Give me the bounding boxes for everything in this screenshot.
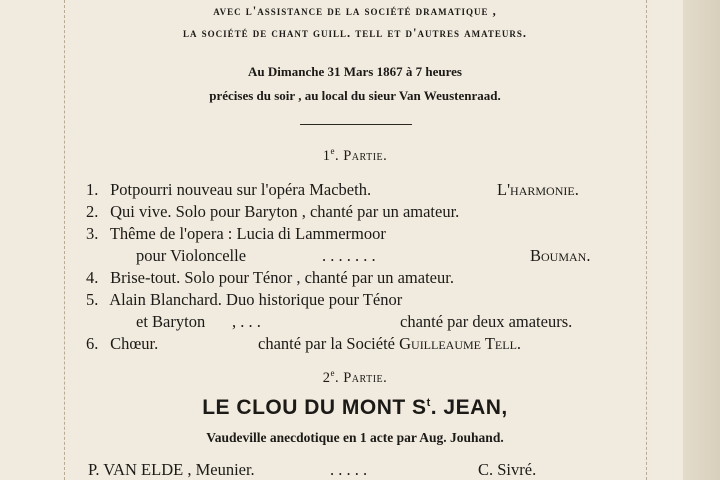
assistance-line: avec l'assistance de la société dramatique ,: [213, 4, 497, 18]
item-3-continuation: pour Violoncelle: [136, 246, 247, 265]
cast-dots: . . . . .: [330, 460, 368, 479]
programme-item-4: [86, 268, 454, 288]
item-number: 4.: [86, 268, 99, 287]
cast-role: P. VAN ELDE , Meunier.: [88, 460, 255, 479]
programme-item-2: [86, 202, 459, 222]
programme-item-6: [86, 334, 158, 354]
cast-actor: C. Sivré.: [478, 460, 537, 479]
part1-label: . Partie.: [334, 147, 388, 164]
item-3-dots: . . . . . . .: [322, 246, 376, 265]
part2-heading: [64, 368, 646, 387]
item-number: 5.: [86, 290, 99, 309]
item-text: Potpourri nouveau sur l'opéra Macbeth.: [110, 180, 372, 199]
item-3-performer: Bouman.: [530, 246, 591, 265]
part2-number: 2: [322, 369, 331, 386]
item-number: 2.: [86, 202, 99, 221]
item-text: Alain Blanchard. Duo historique pour Ténor: [109, 290, 403, 309]
page-edge: [683, 0, 720, 480]
vaudeville-title: [64, 396, 646, 420]
item-5-continuation: et Baryton: [136, 312, 206, 331]
item-6-performer-name: Guilleaume Tell.: [399, 334, 522, 353]
part2-label: . Partie.: [334, 369, 388, 386]
society-line: la société de chant guill. tell et d'autres amateurs.: [182, 26, 528, 40]
item-number: 1.: [86, 180, 99, 199]
item-text: Chœur.: [110, 334, 159, 353]
item-6-performer: [258, 334, 521, 354]
separator-rule: [300, 124, 412, 125]
part2-sup: e: [330, 368, 335, 378]
item-text: Brise-tout. Solo pour Ténor , chanté par un amateur.: [110, 268, 454, 287]
item-5-performer: chanté par deux amateurs.: [400, 312, 573, 331]
item-number: 6.: [86, 334, 99, 353]
item-text: Thême de l'opera : Lucia di Lammermoor: [109, 224, 386, 243]
part1-heading: [64, 146, 646, 165]
right-dashed-border: [646, 0, 647, 480]
programme-item-1: [86, 180, 371, 200]
vaudeville-subtitle: Vaudeville anecdotique en 1 acte par Aug. Jouhand.: [206, 430, 504, 445]
item-text: Qui vive. Solo pour Baryton , chanté par un amateur.: [110, 202, 460, 221]
programme-item-5: [86, 290, 402, 310]
vaudeville-title-sup: t: [426, 397, 431, 409]
item-6-performer-prefix: chanté par la Société: [258, 334, 395, 353]
part1-sup: e: [330, 146, 335, 156]
part1-number: 1: [322, 147, 331, 164]
venue-line: précises du soir , au local du sieur Van Weustenraad.: [209, 88, 501, 103]
item-number: 3.: [86, 224, 99, 243]
item-5-dots: , . . .: [232, 312, 261, 331]
programme-item-3: [86, 224, 386, 244]
date-line: Au Dimanche 31 Mars 1867 à 7 heures: [248, 64, 462, 79]
item-1-performer: L'harmonie.: [497, 180, 579, 199]
vaudeville-title-end: . JEAN,: [430, 396, 508, 419]
vaudeville-title-main: LE CLOU DU MONT S: [202, 396, 427, 419]
